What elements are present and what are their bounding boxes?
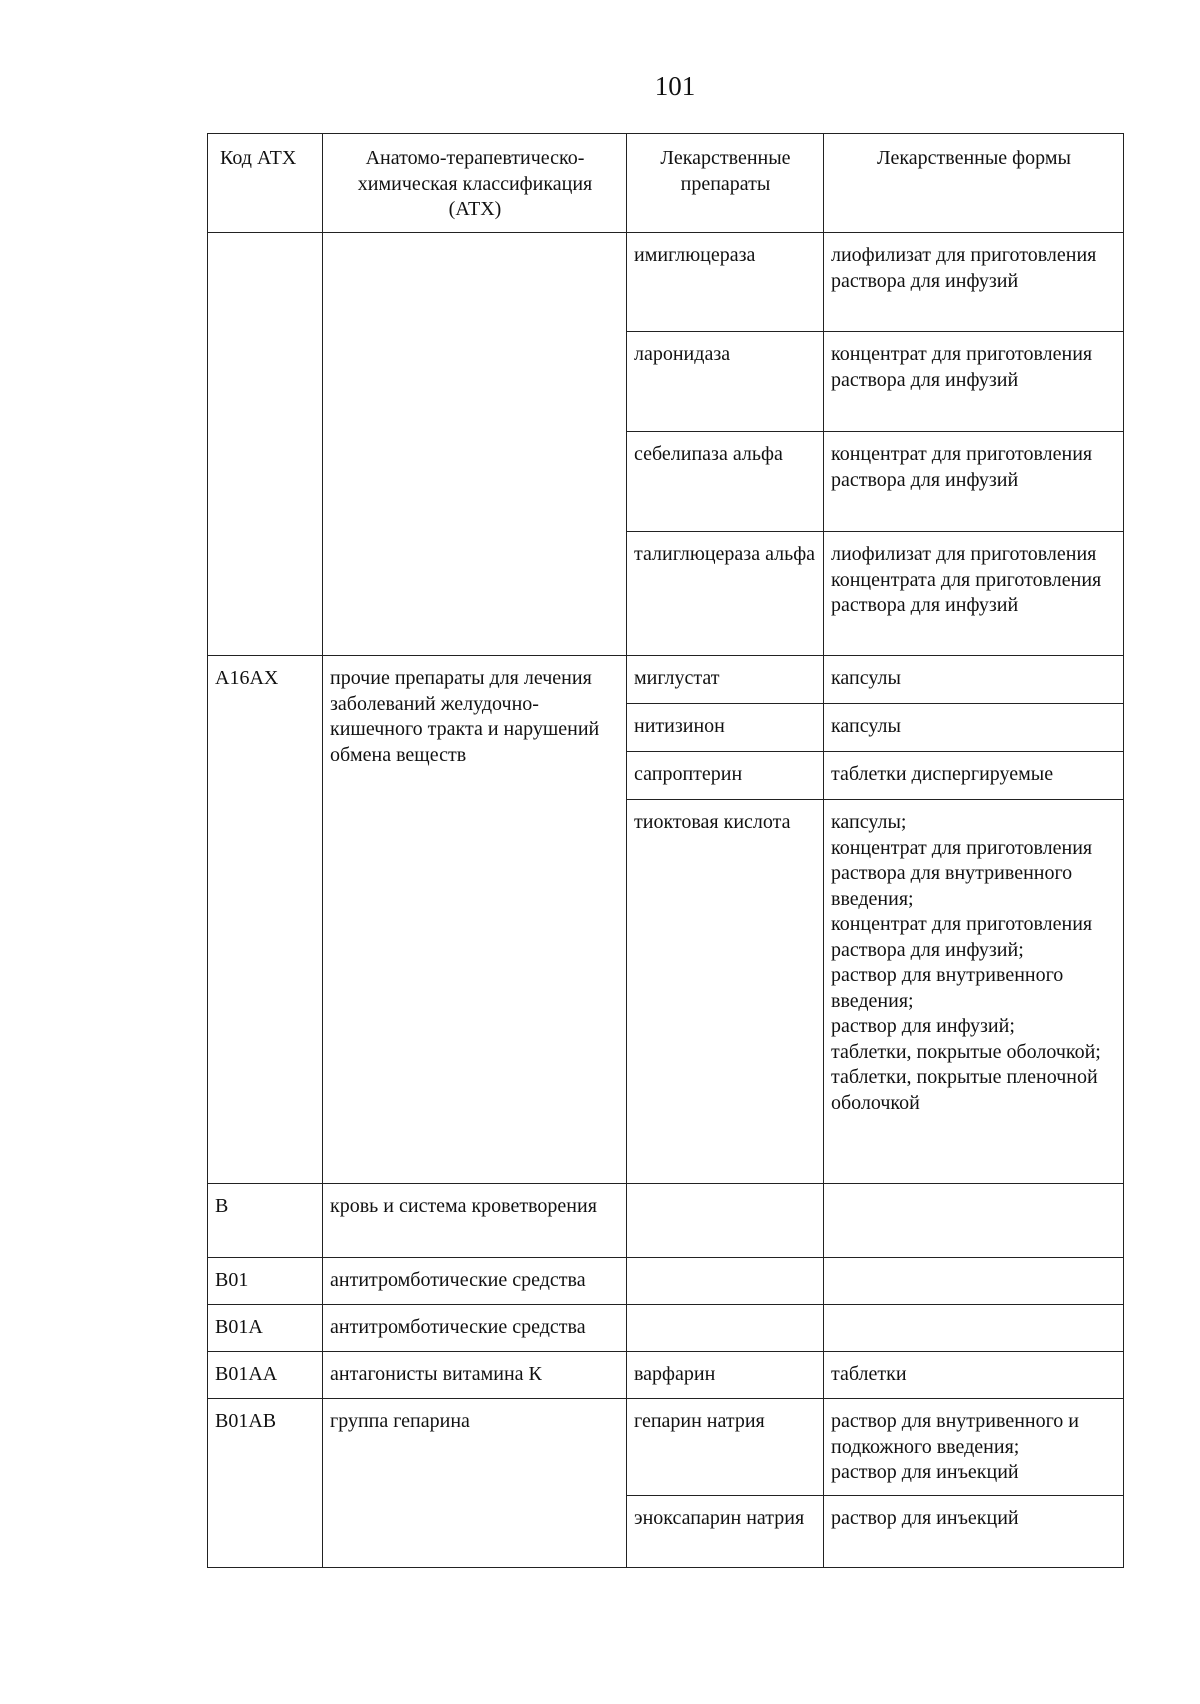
code-cell	[208, 233, 323, 656]
drug-cell: эноксапарин натрия	[627, 1496, 824, 1568]
table-row	[208, 233, 1124, 332]
form-cell: концентрат для приготовления раствора для инфузий	[824, 332, 1124, 432]
page-number: 101	[654, 71, 696, 101]
table-row	[208, 1399, 1124, 1496]
drug-cell: нитизинон	[627, 704, 824, 752]
form-line: концентрат для приготовления раствора для инфузий;	[831, 913, 1093, 961]
drug-cell: тиоктовая кислота	[627, 800, 824, 1184]
header-code: Код АТХ	[208, 134, 323, 233]
form-line: таблетки, покрытые оболочкой;	[831, 1040, 1101, 1063]
form-cell: раствор для инъекций	[824, 1496, 1124, 1568]
classification-cell: группа гепарина	[323, 1399, 627, 1568]
header-drugs: Лекарственные препараты	[627, 134, 824, 233]
table-row	[208, 1184, 1124, 1258]
code-cell: B	[208, 1184, 323, 1258]
form-cell: концентрат для приготовления раствора для инфузий	[824, 432, 1124, 532]
classification-cell: антагонисты витамина К	[323, 1352, 627, 1399]
form-cell: лиофилизат для приготовления концентрата для приготовления раствора для инфузий	[824, 532, 1124, 656]
table-row	[208, 1305, 1124, 1352]
drug-cell: ларонидаза	[627, 332, 824, 432]
classification-cell: антитромботические средства	[323, 1305, 627, 1352]
drug-cell: талиглюцераза альфа	[627, 532, 824, 656]
drug-cell: гепарин натрия	[627, 1399, 824, 1496]
form-line: концентрат для приготовления раствора для внутривенного введения;	[831, 836, 1093, 910]
form-cell: таблетки диспергируемые	[824, 752, 1124, 800]
code-cell: B01AA	[208, 1352, 323, 1399]
form-cell: таблетки	[824, 1352, 1124, 1399]
drug-cell: имиглюцераза	[627, 233, 824, 332]
form-line: раствор для инфузий;	[831, 1015, 1015, 1037]
form-line: капсулы;	[831, 811, 907, 833]
code-cell: B01	[208, 1258, 323, 1305]
code-cell: B01AB	[208, 1399, 323, 1568]
form-cell	[824, 1399, 1124, 1496]
atx-table	[207, 133, 1124, 1568]
header-classification: Анатомо-терапевтическо-химическая классификация (АТХ)	[323, 134, 627, 233]
classification-cell: антитромботические средства	[323, 1258, 627, 1305]
drug-cell: варфарин	[627, 1352, 824, 1399]
drug-cell	[627, 1258, 824, 1305]
form-cell: капсулы	[824, 656, 1124, 704]
form-line: раствор для инъекций	[831, 1461, 1019, 1483]
drug-cell: себелипаза альфа	[627, 432, 824, 532]
form-cell: капсулы	[824, 704, 1124, 752]
drug-cell: сапроптерин	[627, 752, 824, 800]
table-row	[208, 656, 1124, 704]
code-cell: B01A	[208, 1305, 323, 1352]
form-cell	[824, 1305, 1124, 1352]
form-cell: лиофилизат для приготовления раствора для инфузий	[824, 233, 1124, 332]
table-row	[208, 1352, 1124, 1399]
header-row	[208, 134, 1124, 233]
header-forms: Лекарственные формы	[824, 134, 1124, 233]
classification-cell	[323, 233, 627, 656]
form-line: раствор для внутривенного и подкожного введения;	[831, 1410, 1080, 1458]
code-cell: A16AX	[208, 656, 323, 1184]
drug-cell: миглустат	[627, 656, 824, 704]
drug-cell	[627, 1305, 824, 1352]
form-line: таблетки, покрытые пленочной оболочкой	[831, 1066, 1098, 1114]
table-row	[208, 1258, 1124, 1305]
drug-cell	[627, 1184, 824, 1258]
classification-cell: прочие препараты для лечения заболеваний желудочно-кишечного тракта и нарушений обмена веществ	[323, 656, 627, 1184]
form-cell	[824, 800, 1124, 1184]
classification-cell: кровь и система кроветворения	[323, 1184, 627, 1258]
form-line: раствор для внутривенного введения;	[831, 964, 1064, 1012]
form-cell	[824, 1258, 1124, 1305]
form-cell	[824, 1184, 1124, 1258]
